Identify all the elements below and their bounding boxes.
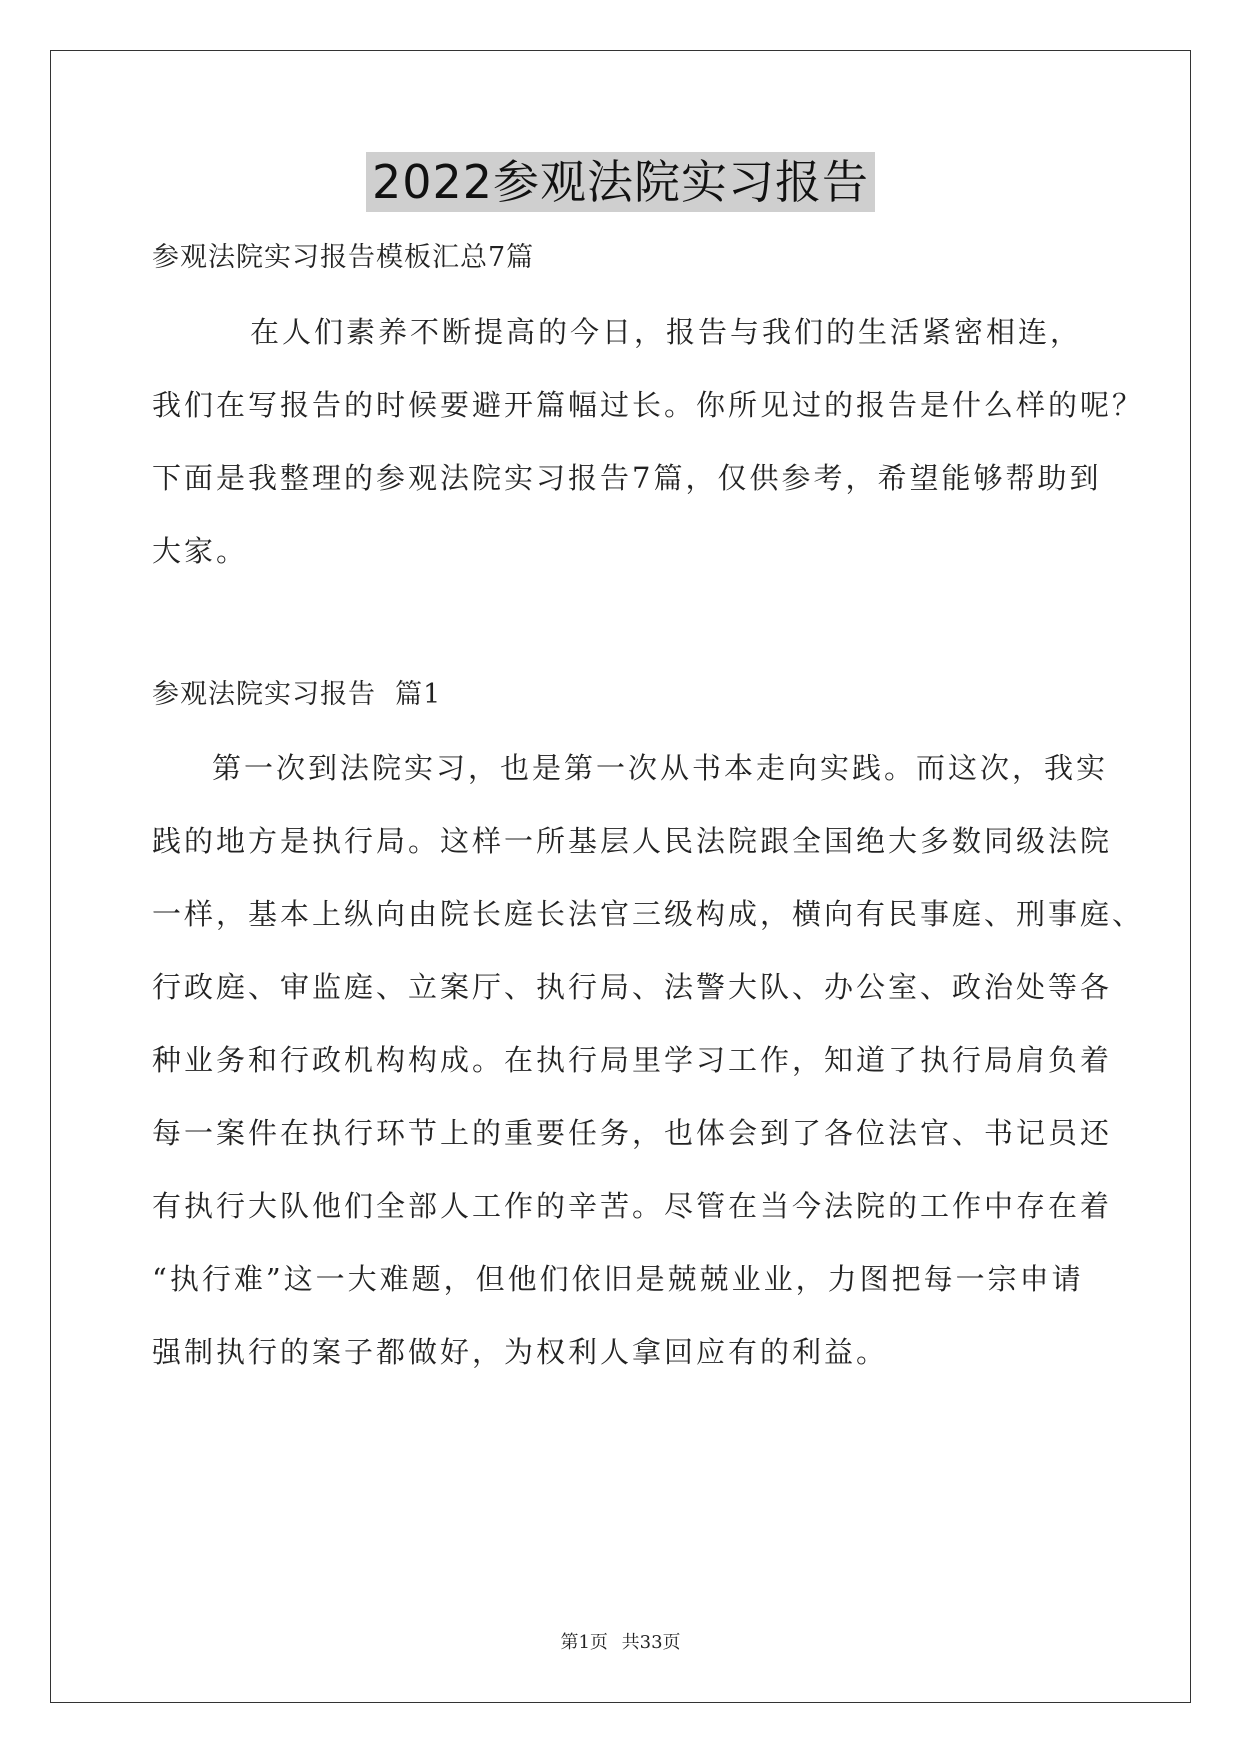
- page-total: 共33页: [621, 1632, 681, 1653]
- page-border: [50, 50, 1191, 1703]
- body-line: 行政庭、审监庭、立案厅、执行局、法警大队、办公室、政治处等各: [152, 970, 1113, 1004]
- body-line: 强制执行的案子都做好，为权利人拿回应有的利益。: [152, 1335, 889, 1369]
- body-line: 第一次到法院实习，也是第一次从书本走向实践。而这次，我实: [212, 751, 1109, 785]
- page-footer: [0, 1628, 1241, 1654]
- body-line: “执行难”这一大难题，但他们依旧是兢兢业业，力图把每一宗申请: [152, 1262, 1084, 1296]
- body-line: 每一案件在执行环节上的重要任务，也体会到了各位法官、书记员还: [152, 1116, 1113, 1150]
- intro-line: 大家。: [152, 534, 249, 568]
- section-heading: 参观法院实习报告 篇1: [152, 679, 442, 710]
- intro-line: 下面是我整理的参观法院实习报告7篇，仅供参考，希望能够帮助到: [152, 461, 1102, 495]
- title-container: [0, 152, 1241, 212]
- intro-line: 我们在写报告的时候要避开篇幅过长。你所见过的报告是什么样的呢？: [152, 388, 1145, 422]
- body-line: 有执行大队他们全部人工作的辛苦。尽管在当今法院的工作中存在着: [152, 1189, 1113, 1223]
- intro-heading: 参观法院实习报告模板汇总7篇: [152, 242, 535, 273]
- body-line: 种业务和行政机构构成。在执行局里学习工作，知道了执行局肩负着: [152, 1043, 1113, 1077]
- intro-line: 在人们素养不断提高的今日，报告与我们的生活紧密相连，: [250, 315, 1083, 349]
- body-line: 践的地方是执行局。这样一所基层人民法院跟全国绝大多数同级法院: [152, 824, 1113, 858]
- page-number: 第1页: [560, 1632, 608, 1653]
- body-line: 一样，基本上纵向由院长庭长法官三级构成，横向有民事庭、刑事庭、: [152, 897, 1145, 931]
- document-title: 2022参观法院实习报告: [366, 152, 875, 212]
